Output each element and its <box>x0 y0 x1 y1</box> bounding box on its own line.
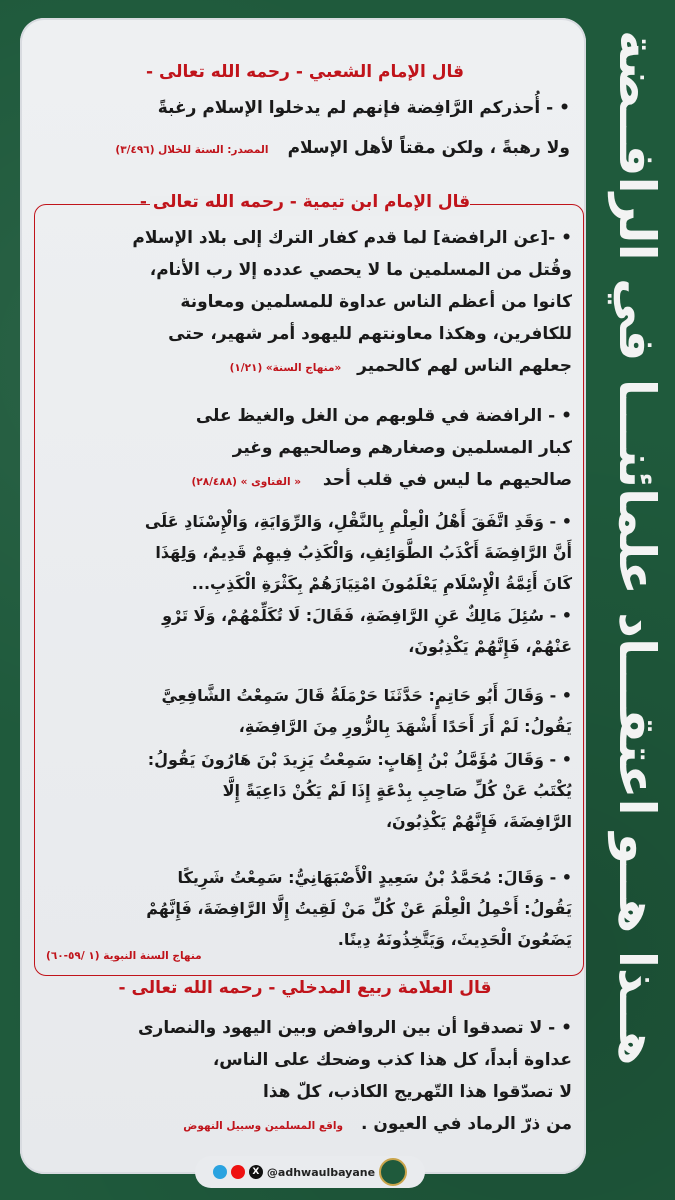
section3-heading: قال العلامة ربيع المدخلي - رحمه الله تعالى - <box>118 978 492 998</box>
channel-logo-icon <box>379 1158 407 1186</box>
p1-source: «منهاج السنة» (١/٢١) <box>229 362 342 374</box>
vertical-side-title: هــذا هــو اعتقـــاد علمائنـــا في الرافــضة <box>608 30 666 1066</box>
p6-line: الرَّافِضَةَ، فَإِنَّهُمْ يَكْذِبُونَ، <box>385 812 572 831</box>
p2-line: • - الرافضة في قلوبهم من الغل والغيظ على <box>195 406 572 426</box>
p4-line: • - سُئِلَ مَالِكٌ عَنِ الرَّافِضَةِ، فَقَالَ: لَا تُكَلِّمْهُمْ، وَلَا تَرْوِ <box>162 606 572 625</box>
p7-line: يَضَعُونَ الْحَدِيثَ، وَيَتَّخِذُونَهُ دِينًا. <box>337 930 572 949</box>
p1-line-last <box>50 350 572 384</box>
section2-p1 <box>50 222 572 384</box>
section1-line2: ولا رهبةً ، ولكن مقتاً لأهل الإسلام <box>287 138 570 158</box>
p1-line: وقُتل من المسلمين ما لا يحصي عدده إلا رب الأنام، <box>149 260 572 280</box>
p3-line: • - وَقَدِ اتَّفَقَ أَهْلُ الْعِلْمِ بِالنَّقْلِ، وَالرِّوَايَةِ، وَالْإِسْنَادِ عَلَى <box>144 512 572 531</box>
p3-line: أَنَّ الرَّافِضَةَ أَكْذَبُ الطَّوَائِفِ، وَالْكَذِبُ فِيهِمْ قَدِيمٌ، وَلِهَذَا <box>155 543 572 562</box>
p7-line: يَقُولُ: أَحْمِلُ الْعِلْمَ عَنْ كُلِّ مَنْ لَقِيتُ إِلَّا الرَّافِضَةَ، فَإِنَّهُمْ <box>146 899 572 918</box>
telegram-icon[interactable] <box>213 1165 227 1179</box>
section1-source: المصدر: السنة للخلال (٣/٤٩٦) <box>115 144 269 156</box>
p7-line: • - وَقَالَ: مُحَمَّدُ بْنُ سَعِيدٍ الْأَصْبَهَانِيُّ: سَمِعْتُ شَرِيكًا <box>177 868 572 887</box>
x-icon[interactable]: X <box>249 1165 263 1179</box>
section1-line1: • - أُحذركم الرَّافِضة فإنهم لم يدخلوا الإسلام رغبةً <box>157 98 570 118</box>
section2-heading: قال الإمام ابن تيمية - رحمه الله تعالى - <box>139 192 471 212</box>
section3-line: من ذرّ الرماد في العيون . <box>360 1114 572 1134</box>
section2-p6 <box>42 744 572 837</box>
p2-line-last <box>50 464 572 498</box>
p1-line: كانوا من أعظم الناس عداوة للمسلمين ومعاونة <box>180 292 572 312</box>
p3-line: كَانَ أَئِمَّةُ الْإِسْلَامِ يَعْلَمُونَ امْتِيَازَهُمْ بِكَثْرَةِ الْكَذِبِ... <box>191 574 572 593</box>
p4-line: عَنْهُمْ، فَإِنَّهُمْ يَكْذِبُونَ، <box>408 637 572 656</box>
section2-p7 <box>42 862 572 955</box>
section2-p5 <box>42 680 572 742</box>
youtube-icon[interactable] <box>231 1165 245 1179</box>
section2-p4 <box>42 600 572 662</box>
p6-line: • - وَقَالَ مُؤَمَّلُ بْنُ إِهَابٍ: سَمِعْتُ يَزِيدَ بْنَ هَارُونَ يَقُولُ: <box>147 750 572 769</box>
p2-line: صالحيهم ما ليس في قلب أحد <box>322 470 572 490</box>
social-handle[interactable]: @adhwaulbayane <box>266 1165 376 1179</box>
section3-line-last <box>44 1108 572 1142</box>
p1-line: للكافرين، وهكذا معاونتهم لليهود أمر شهير، حتى <box>168 324 572 344</box>
section2-p3 <box>42 506 572 599</box>
p1-line: • -[عن الرافضة] لما قدم كفار الترك إلى بلاد الإسلام <box>132 228 572 248</box>
section3-line: • - لا تصدقوا أن بين الروافض وبين اليهود والنصارى <box>137 1018 572 1038</box>
p7-source: منهاج السنة النبوية (١ /٥٩-٦٠) <box>46 950 202 962</box>
p6-line: يُكْتَبُ عَنْ كُلِّ صَاحِبِ بِدْعَةٍ إِذَا لَمْ يَكُنْ دَاعِيَةً إِلَّا <box>222 781 572 800</box>
p1-line: جعلهم الناس لهم كالحمير <box>357 356 572 376</box>
social-footer[interactable] <box>195 1156 425 1188</box>
p5-line: • - وَقَالَ أَبُو حَاتِمٍ: حَدَّثَنَا حَرْمَلَةُ قَالَ سَمِعْتُ الشَّافِعِيَّ <box>161 686 572 705</box>
p2-line: كبار المسلمين وصغارهم وصالحيهم وغير <box>232 438 572 458</box>
p2-source: « الفتاوى » (٢٨/٤٨٨) <box>191 476 301 488</box>
p5-line: يَقُولُ: لَمْ أَرَ أَحَدًا أَشْهَدَ بِالزُّورِ مِنَ الرَّافِضَةِ، <box>238 717 572 736</box>
section3-body <box>44 1012 572 1142</box>
section3-line: لا تصدّقوا هذا التّهريج الكاذب، كلّ هذا <box>263 1082 572 1102</box>
section3-source: واقع المسلمين وسبيل النهوض <box>183 1120 344 1132</box>
section1-line2-row <box>40 132 570 164</box>
section2-p2 <box>50 400 572 498</box>
section3-line: عداوة أبداً، كل هذا كذب وضحك على الناس، <box>212 1050 572 1070</box>
section1-heading: قال الإمام الشعبي - رحمه الله تعالى - <box>145 62 465 82</box>
